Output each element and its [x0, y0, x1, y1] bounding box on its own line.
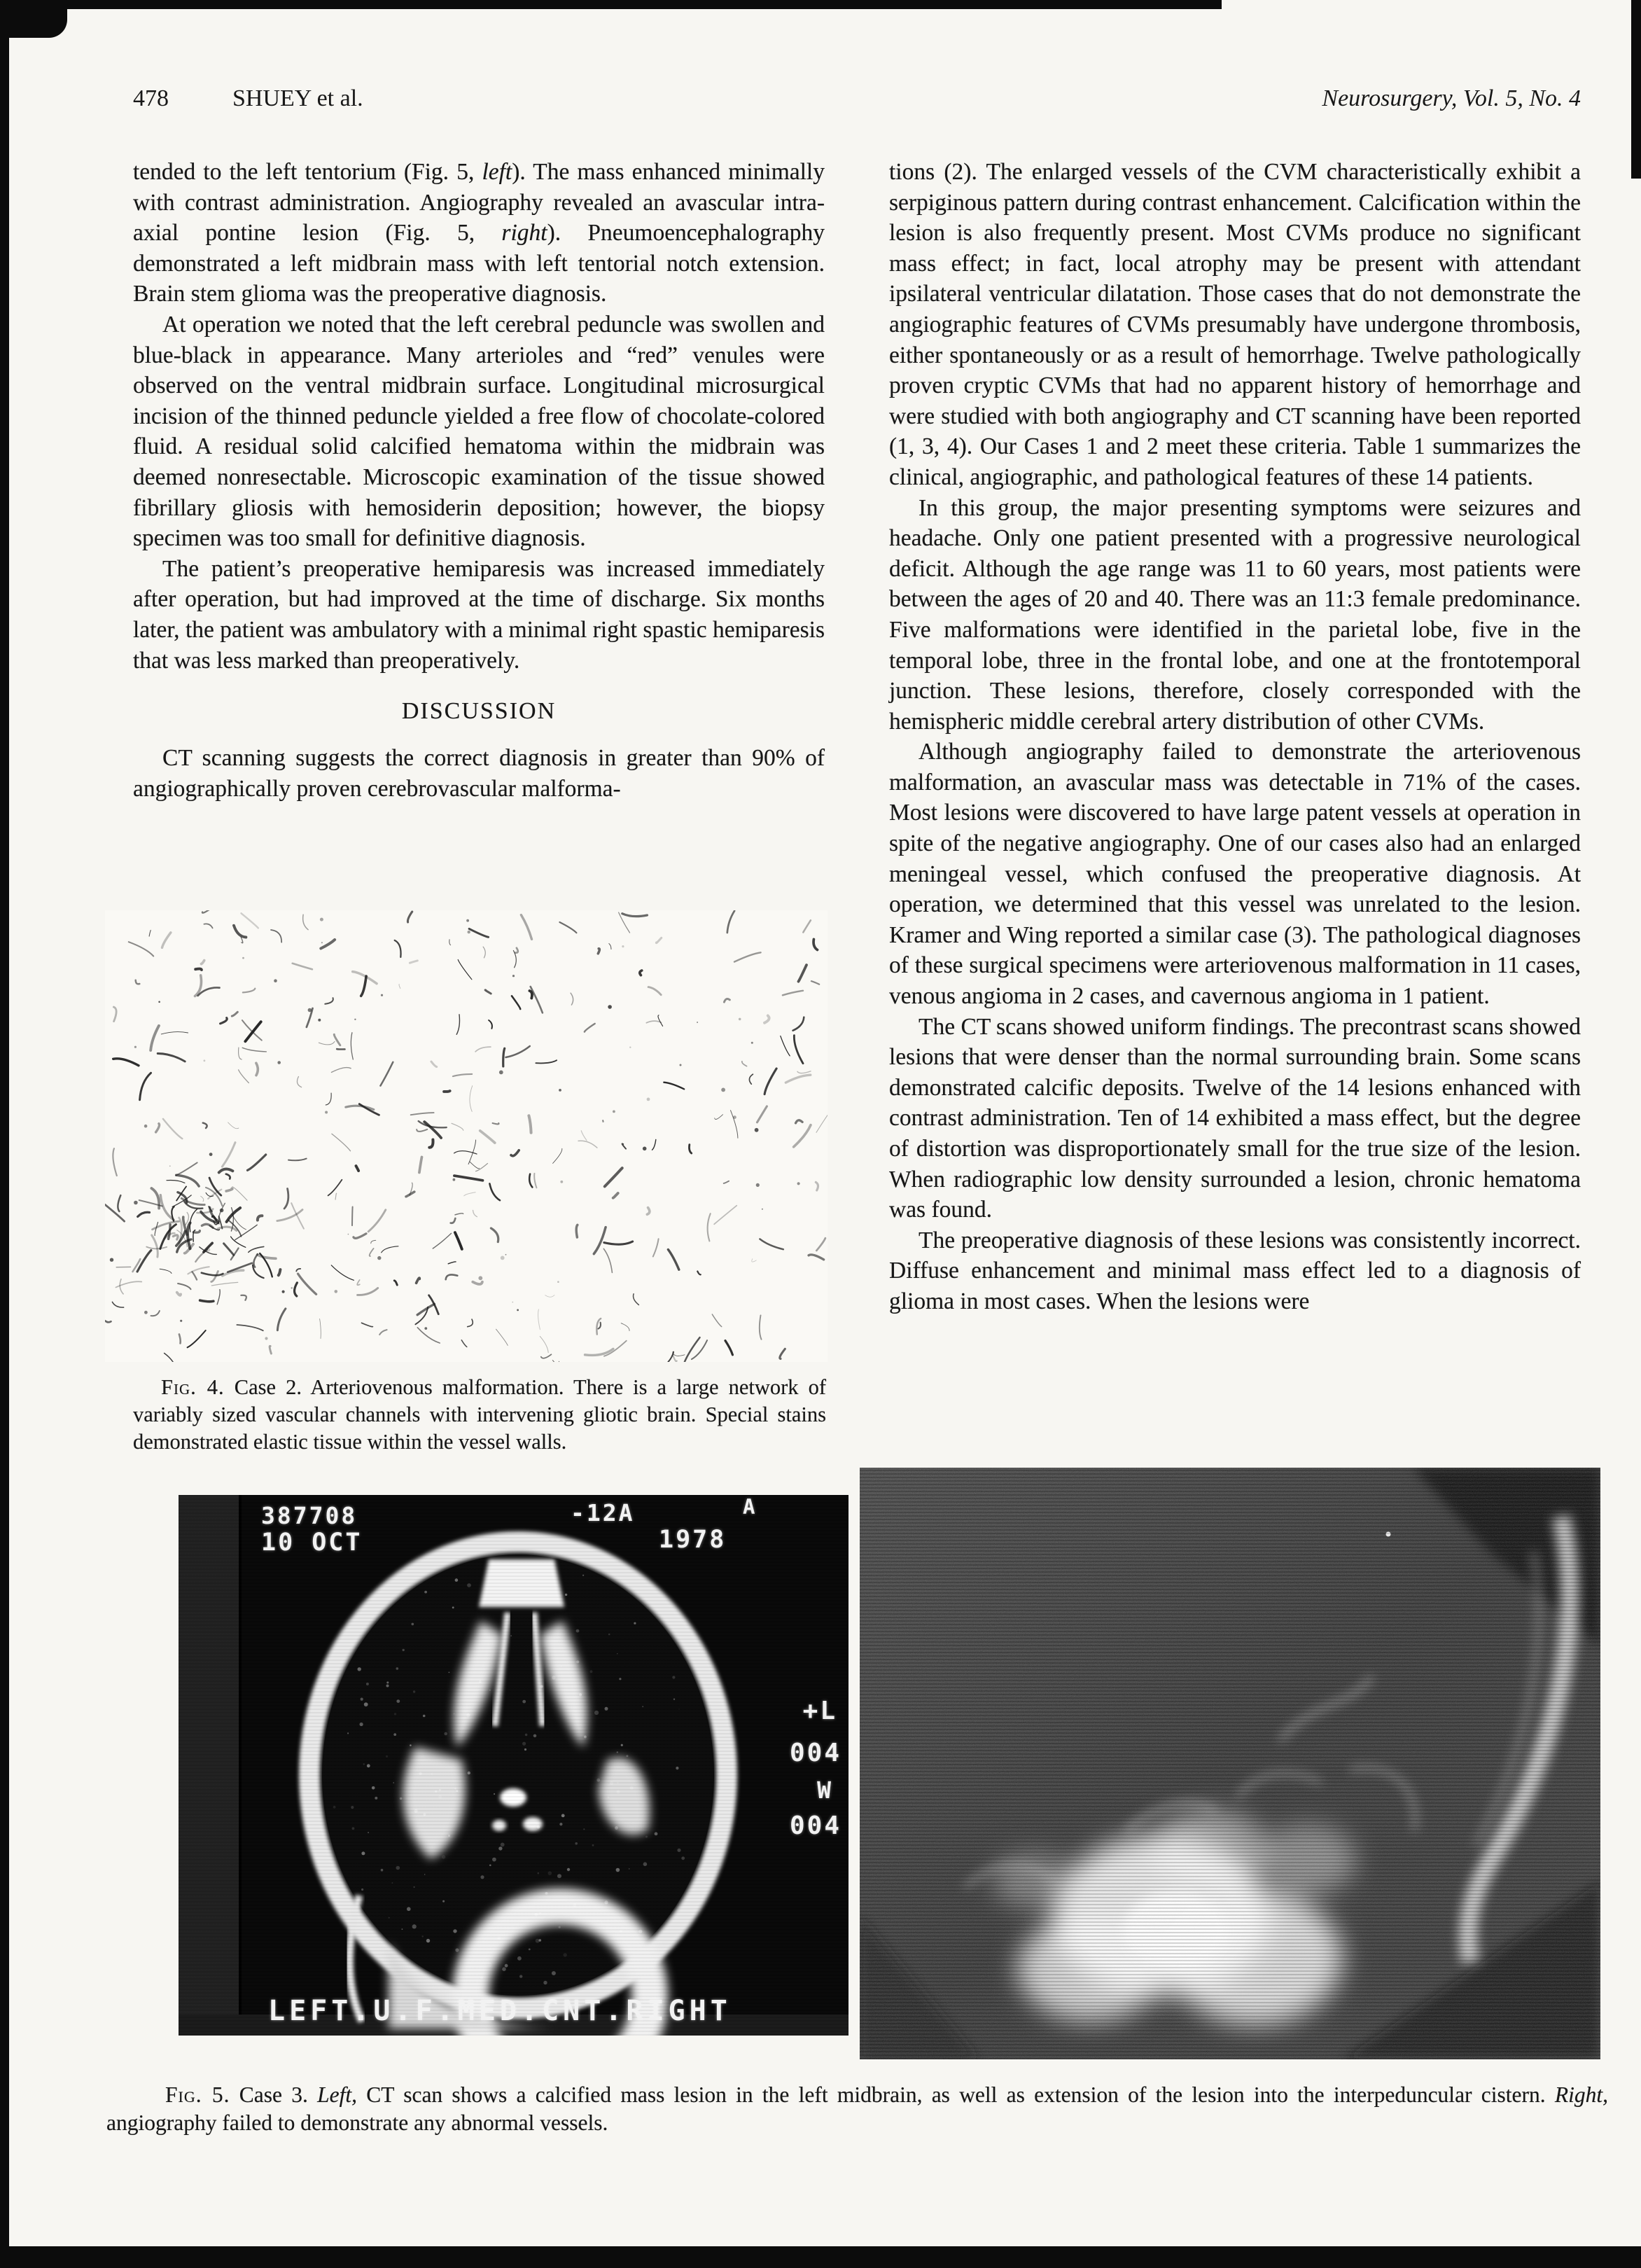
figure4-caption: Fig. 4. Case 2. Arteriovenous malformation. There is a large network of variably sized vascular channels with intervening gliotic brain. Special stains demonstrated elastic tissue within the vessel walls. — [133, 1375, 827, 1454]
paragraph: Although angiography failed to demonstrate the arteriovenous malformation, an avascular mass was detectable in 71% of the cases. Most lesions were discovered to have large patent vessels at operation in spite of the negative angiography. One of our cases also had an enlarged meningeal vessel, which confused the preoperative diagnosis. At operation, we determined that this vessel was unrelated to the lesion. Kramer and Wing reported a similar case (3). The pathological diagnoses of these surgical specimens were arteriovenous malformation in 11 cases, venous angioma in 2 cases, and cavernous angioma in 1 patient. — [889, 739, 1581, 1010]
ct-orientation-label: LEFT.U.F.MED.CNT.RIGHT — [268, 1995, 732, 2027]
paragraph: tions (2). The enlarged vessels of the CVM characteristically exhibit a serpiginous pattern during contrast enhancement. Calcification within the lesion is also frequently present. Most CVMs produce no significant mass effect; in fact, local atrophy may be present with attendant ipsilateral ventricular dilatation. Those cases that do not demonstrate the angiographic features of CVMs presumably have undergone thrombosis, either spontaneously or as a result of hemorrhage. Twelve pathologically proven cryptic CVMs that had no apparent history of hemorrhage and were studied with both angiography and CT scanning have been reported (1, 3, 4). Our Cases 1 and 2 meet these criteria. Table 1 summarizes the clinical, angiographic, and pathological features of these 14 patients. — [889, 159, 1581, 490]
scan-edge-left — [0, 0, 9, 2268]
ct-window-value: 004 — [789, 1811, 842, 1840]
right-column — [889, 157, 1581, 1317]
section-heading-discussion: DISCUSSION — [401, 698, 557, 725]
scan-edge-top — [0, 0, 1222, 9]
paragraph: The CT scans showed uniform findings. The precontrast scans showed lesions that were denser than the normal surrounding brain. Some scans demonstrated calcific deposits. Twelve of the 14 lesions enhanced with contrast administration. Ten of 14 exhibited a mass effect, but the degree of distortion was disproportionately small for the true size of the lesion. When radiographic low density surrounded a lesion, chronic hematoma was found. — [889, 1013, 1581, 1223]
scan-edge-bottom — [0, 2246, 1641, 2268]
ct-level-label: +L — [802, 1697, 837, 1725]
paragraph: In this group, the major presenting symptoms were seizures and headache. Only one patient presented with a progressive neurological deficit. Although the age range was 11 to 60 years, most patients were between the ages of 20 and 40. There was an 11:3 female predominance. Five malformations were identified in the parietal lobe, five in the temporal lobe, three in the frontal lobe, and one at the frontotemporal junction. These lesions, therefore, closely corresponded with the hemispheric middle cerebral artery distribution of other CVMs. — [889, 494, 1581, 735]
journal-title: Neurosurgery, Vol. 5, No. 4 — [1322, 85, 1581, 111]
figure5-angiogram-image — [860, 1468, 1600, 2059]
authors-label: SHUEY et al. — [232, 85, 363, 111]
ct-corner-letter: A — [743, 1495, 757, 1519]
ct-window-label: W — [817, 1776, 833, 1804]
ct-date-label: 10 OCT — [261, 1529, 363, 1557]
page-number: 478 — [133, 85, 169, 111]
ct-level-value: 004 — [789, 1739, 842, 1767]
paragraph: At operation we noted that the left cerebral peduncle was swollen and blue-black in appearance. Many arterioles and “red” venules were observed on the ventral midbrain surface. Longitudinal microsurgical incision of the thinned peduncle yielded a free flow of chocolate-colored fluid. A residual solid calcified hematoma within the midbrain was deemed nonresectable. Microscopic examination of the tissue showed fibrillary gliosis with hemosiderin deposition; however, the biopsy specimen was too small for definitive diagnosis. — [133, 311, 825, 552]
figure4-histology-image — [105, 910, 828, 1362]
paragraph: tended to the left tentorium (Fig. 5, left). The mass enhanced minimally with contrast administration. Angiography revealed an avascular intra-axial pontine lesion (Fig. 5, right). Pneumoencephalography demonstrated a left midbrain mass with left tentorial notch extension. Brain stem glioma was the preoperative diagnosis. — [133, 159, 825, 307]
figure5-caption: Fig. 5. Case 3. Left, CT scan shows a calcified mass lesion in the left midbrain, as well as extension of the lesion into the interpeduncular cistern. Right, angiography failed to demonstrate any abnormal vessels. — [106, 2082, 1609, 2135]
ct-year-label: 1978 — [659, 1526, 727, 1554]
paragraph: CT scanning suggests the correct diagnosis in greater than 90% of angiographically proven cerebrovascular malforma- — [133, 745, 825, 802]
paragraph: The patient’s preoperative hemiparesis was increased immediately after operation, but had improved at the time of discharge. Six months later, the patient was ambulatory with a minimal right spastic hemiparesis that was less marked than preoperatively. — [133, 555, 825, 674]
scan-edge-corner — [0, 0, 67, 38]
ct-slice-code: -12A — [571, 1499, 635, 1526]
scan-edge-right — [1631, 0, 1641, 179]
paragraph: The preoperative diagnosis of these lesions was consistently incorrect. Diffuse enhancement and minimal mass effect led to a diagnosis of glioma in most cases. When the lesions were — [889, 1227, 1581, 1314]
left-column — [133, 157, 825, 804]
ct-id-number: 387708 — [261, 1502, 358, 1529]
figure5-ct-scan-image — [179, 1495, 849, 2036]
running-head — [133, 85, 1581, 119]
